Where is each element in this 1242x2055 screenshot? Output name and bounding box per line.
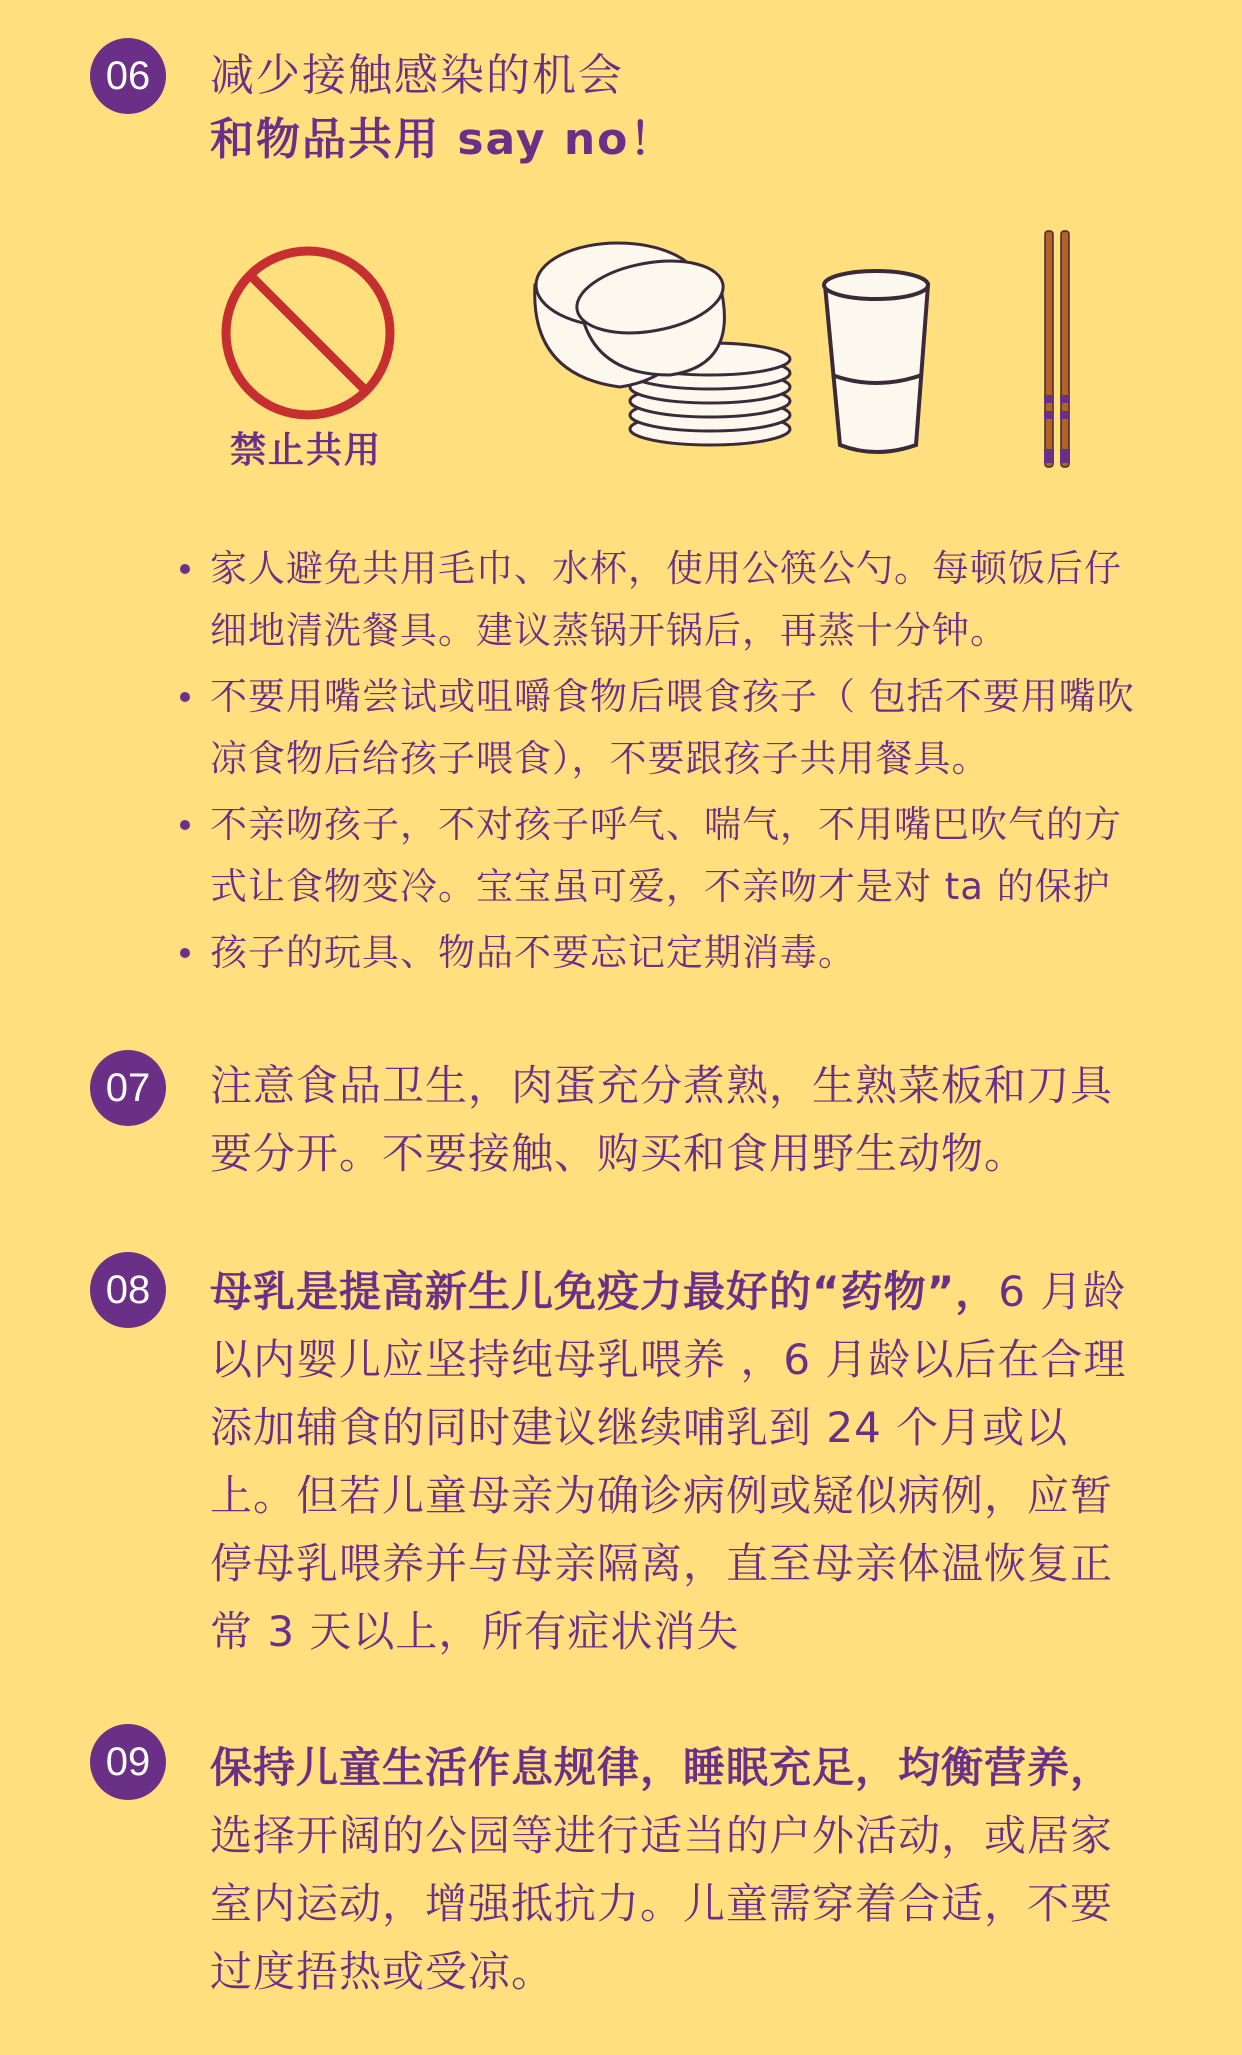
section-09-body: 选择开阔的公园等进行适当的户外活动，或居家室内运动，增强抵抗力。儿童需穿着合适，不要过度捂热或受凉。 (210, 1811, 1114, 1996)
section-06-title-line2: 和物品共用 say no！ (210, 114, 676, 165)
section-number-07: 07 (90, 1050, 166, 1126)
section-06-bullet-list (210, 538, 1142, 988)
section-08-highlight: 母乳是提高新生儿免疫力最好的“药物”， (210, 1267, 999, 1316)
section-number-06: 06 (90, 38, 166, 114)
section-number-09: 09 (90, 1724, 166, 1800)
section-08-body: 6 月龄以内婴儿应坚持纯母乳喂养 ，6 月龄以后在合理添加辅食的同时建议继续哺乳到 24 个月或以上。但若儿童母亲为确诊病例或疑似病例，应暂停母乳喂养并与母亲隔离，直至母亲体温恢复正常 3 天以上，所有症状消失 (210, 1267, 1127, 1656)
section-06-title-line1: 减少接触感染的机会 (210, 50, 624, 101)
section-09-text (210, 1734, 1142, 2006)
section-08-text (210, 1258, 1142, 1666)
section-number-08: 08 (90, 1252, 166, 1328)
chopsticks-icon (1044, 231, 1070, 467)
no-symbol-icon (226, 251, 390, 415)
list-item: 不要用嘴尝试或咀嚼食物后喂食孩子（ 包括不要用嘴吹凉食物后给孩子喂食），不要跟孩子共用餐具。 (210, 666, 1142, 790)
cup-icon (824, 271, 928, 452)
forbid-share-label: 禁止共用 (230, 430, 383, 471)
section-09-highlight: 保持儿童生活作息规律，睡眠充足，均衡营养， (210, 1743, 1114, 1792)
section-07-text: 注意食品卫生，肉蛋充分煮熟，生熟菜板和刀具要分开。不要接触、购买和食用野生动物。 (210, 1061, 1114, 1178)
list-item: 不亲吻孩子，不对孩子呼气、喘气，不用嘴巴吹气的方式让食物变冷。宝宝虽可爱，不亲吻才是对 ta 的保护 (210, 794, 1142, 918)
stacked-bowls-icon (535, 243, 790, 445)
list-item: 孩子的玩具、物品不要忘记定期消毒。 (210, 922, 1142, 984)
list-item: 家人避免共用毛巾、水杯，使用公筷公勺。每顿饭后仔细地清洗餐具。建议蒸锅开锅后，再蒸十分钟。 (210, 538, 1142, 662)
